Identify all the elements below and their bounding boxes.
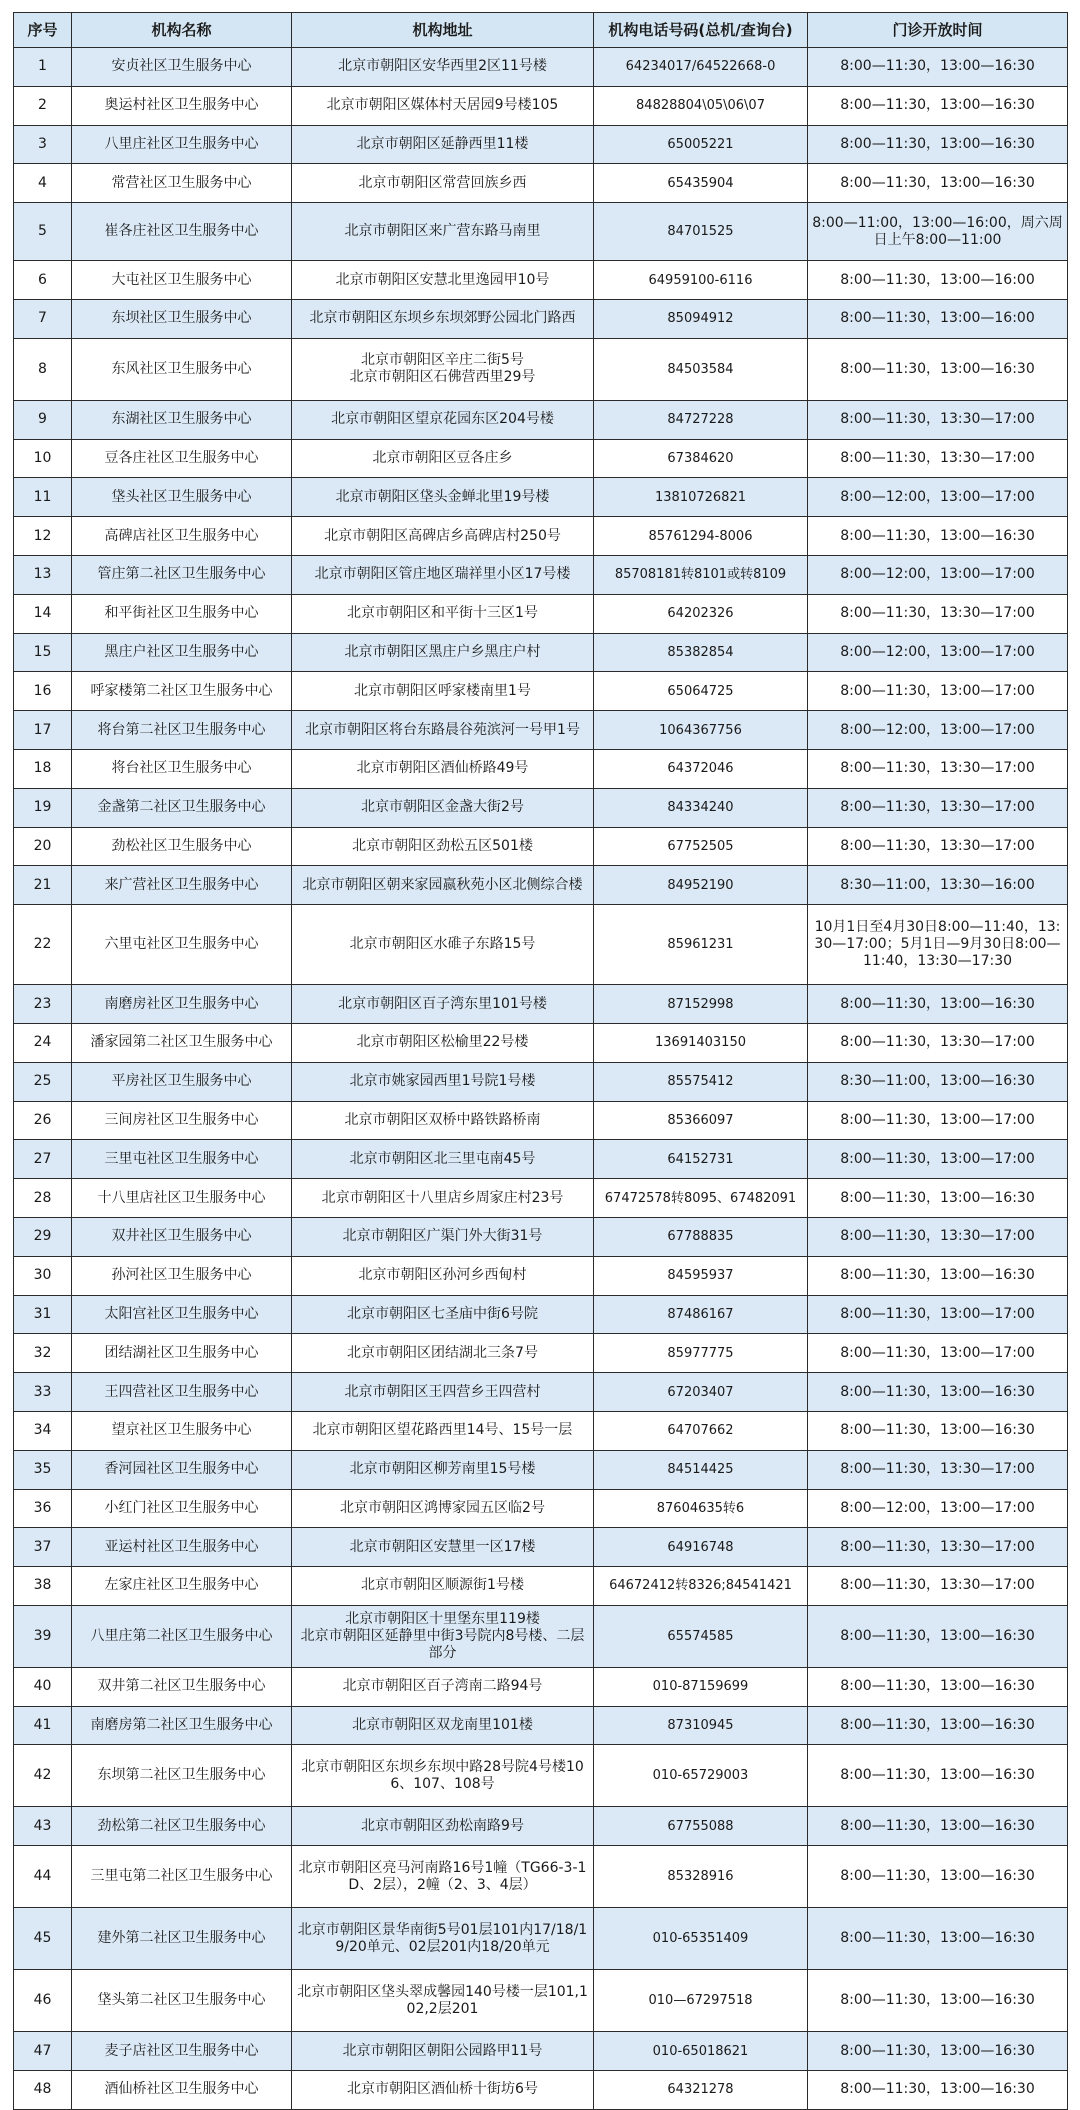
cell-address: 北京市朝阳区孙河乡西甸村 xyxy=(292,1256,594,1295)
cell-index: 18 xyxy=(14,749,72,788)
cell-address: 北京市姚家园西里1号院1号楼 xyxy=(292,1062,594,1101)
cell-index: 1 xyxy=(14,48,72,87)
cell-phone: 64202326 xyxy=(594,594,808,633)
cell-name: 酒仙桥社区卫生服务中心 xyxy=(72,2071,292,2110)
cell-name: 东坝第二社区卫生服务中心 xyxy=(72,1745,292,1807)
cell-hours: 8:00—11:30，13:00—16:30 xyxy=(808,1970,1068,2032)
cell-address: 北京市朝阳区顺源街1号楼 xyxy=(292,1567,594,1606)
cell-hours: 8:00—12:00，13:00—17:00 xyxy=(808,478,1068,517)
cell-index: 14 xyxy=(14,594,72,633)
cell-phone: 65064725 xyxy=(594,672,808,711)
cell-phone: 13691403150 xyxy=(594,1023,808,1062)
cell-name: 崔各庄社区卫生服务中心 xyxy=(72,203,292,261)
cell-phone: 85328916 xyxy=(594,1846,808,1908)
cell-phone: 84828804\05\06\07 xyxy=(594,86,808,125)
cell-phone: 67472578转8095、67482091 xyxy=(594,1179,808,1218)
cell-name: 来广营社区卫生服务中心 xyxy=(72,866,292,905)
table-row xyxy=(14,164,1068,203)
cell-name: 三里屯第二社区卫生服务中心 xyxy=(72,1846,292,1908)
table-row xyxy=(14,711,1068,750)
table-row xyxy=(14,338,1068,400)
table-row xyxy=(14,478,1068,517)
cell-hours: 8:00—11:30，13:00—17:00 xyxy=(808,1101,1068,1140)
cell-phone: 84503584 xyxy=(594,338,808,400)
cell-phone: 65005221 xyxy=(594,125,808,164)
cell-hours: 8:00—11:00，13:00—16:00，周六周日上午8:00—11:00 xyxy=(808,203,1068,261)
cell-name: 将台社区卫生服务中心 xyxy=(72,749,292,788)
cell-name: 将台第二社区卫生服务中心 xyxy=(72,711,292,750)
cell-index: 36 xyxy=(14,1489,72,1528)
cell-address: 北京市朝阳区双龙南里101楼 xyxy=(292,1706,594,1745)
cell-address: 北京市朝阳区高碑店乡高碑店村250号 xyxy=(292,517,594,556)
cell-address: 北京市朝阳区团结湖北三条7号 xyxy=(292,1334,594,1373)
cell-name: 亚运村社区卫生服务中心 xyxy=(72,1528,292,1567)
cell-hours: 8:00—12:00，13:00—17:00 xyxy=(808,633,1068,672)
cell-address: 北京市朝阳区酒仙桥路49号 xyxy=(292,749,594,788)
cell-index: 32 xyxy=(14,1334,72,1373)
cell-index: 10 xyxy=(14,439,72,478)
cell-hours: 8:00—11:30，13:30—17:00 xyxy=(808,1567,1068,1606)
cell-address: 北京市朝阳区广渠门外大街31号 xyxy=(292,1217,594,1256)
table-wrapper xyxy=(13,12,1067,2110)
cell-hours: 8:00—11:30，13:00—16:30 xyxy=(808,86,1068,125)
cell-phone: 84514425 xyxy=(594,1450,808,1489)
cell-address: 北京市朝阳区来广营东路马南里 xyxy=(292,203,594,261)
cell-address: 北京市朝阳区酒仙桥十街坊6号 xyxy=(292,2071,594,2110)
cell-address: 北京市朝阳区金盏大街2号 xyxy=(292,788,594,827)
cell-index: 12 xyxy=(14,517,72,556)
table-row xyxy=(14,86,1068,125)
cell-hours: 8:00—11:30，13:30—17:00 xyxy=(808,594,1068,633)
cell-name: 豆各庄社区卫生服务中心 xyxy=(72,439,292,478)
cell-index: 43 xyxy=(14,1807,72,1846)
cell-address: 北京市朝阳区百子湾南二路94号 xyxy=(292,1667,594,1706)
cell-name: 王四营社区卫生服务中心 xyxy=(72,1373,292,1412)
cell-phone: 85382854 xyxy=(594,633,808,672)
cell-name: 呼家楼第二社区卫生服务中心 xyxy=(72,672,292,711)
cell-phone: 010—67297518 xyxy=(594,1970,808,2032)
cell-name: 劲松社区卫生服务中心 xyxy=(72,827,292,866)
cell-phone: 67788835 xyxy=(594,1217,808,1256)
cell-name: 左家庄社区卫生服务中心 xyxy=(72,1567,292,1606)
cell-index: 37 xyxy=(14,1528,72,1567)
header-phone: 机构电话号码(总机/查询台) xyxy=(594,13,808,48)
cell-index: 40 xyxy=(14,1667,72,1706)
cell-hours: 8:00—11:30，13:30—17:00 xyxy=(808,1023,1068,1062)
cell-address: 北京市朝阳区亮马河南路16号1幢（TG66-3-1D、2层），2幢（2、3、4层） xyxy=(292,1846,594,1908)
cell-index: 20 xyxy=(14,827,72,866)
cell-address: 北京市朝阳区朝来家园嬴秋苑小区北侧综合楼 xyxy=(292,866,594,905)
cell-address: 北京市朝阳区东坝乡东坝郊野公园北门路西 xyxy=(292,299,594,338)
cell-index: 39 xyxy=(14,1605,72,1667)
cell-hours: 8:00—11:30，13:30—17:00 xyxy=(808,1217,1068,1256)
cell-hours: 8:00—11:30，13:00—16:30 xyxy=(808,125,1068,164)
cell-index: 9 xyxy=(14,400,72,439)
cell-hours: 8:00—11:30，13:00—16:30 xyxy=(808,1373,1068,1412)
table-body xyxy=(14,48,1068,2110)
cell-hours: 10月1日至4月30日8:00—11:40，13:30—17:00；5月1日—9月30日8:00—11:40，13:30—17:30 xyxy=(808,905,1068,985)
cell-address: 北京市朝阳区柳芳南里15号楼 xyxy=(292,1450,594,1489)
table-row xyxy=(14,400,1068,439)
cell-phone: 85366097 xyxy=(594,1101,808,1140)
table-row xyxy=(14,1489,1068,1528)
cell-index: 4 xyxy=(14,164,72,203)
table-row xyxy=(14,555,1068,594)
cell-phone: 87152998 xyxy=(594,985,808,1024)
cell-hours: 8:00—11:30，13:00—16:30 xyxy=(808,1256,1068,1295)
cell-address: 北京市朝阳区安华西里2区11号楼 xyxy=(292,48,594,87)
cell-hours: 8:00—11:30，13:00—16:30 xyxy=(808,1411,1068,1450)
cell-index: 2 xyxy=(14,86,72,125)
cell-hours: 8:00—11:30，13:00—16:00 xyxy=(808,299,1068,338)
cell-phone: 84952190 xyxy=(594,866,808,905)
cell-index: 38 xyxy=(14,1567,72,1606)
table-row xyxy=(14,1411,1068,1450)
cell-name: 常营社区卫生服务中心 xyxy=(72,164,292,203)
cell-hours: 8:00—11:30，13:00—17:00 xyxy=(808,672,1068,711)
cell-hours: 8:00—11:30，13:00—16:30 xyxy=(808,517,1068,556)
cell-name: 三里屯社区卫生服务中心 xyxy=(72,1140,292,1179)
cell-phone: 010-65018621 xyxy=(594,2032,808,2071)
cell-phone: 67755088 xyxy=(594,1807,808,1846)
cell-hours: 8:00—11:30，13:00—16:30 xyxy=(808,1807,1068,1846)
cell-phone: 85575412 xyxy=(594,1062,808,1101)
table-row xyxy=(14,633,1068,672)
cell-hours: 8:30—11:00，13:30—16:00 xyxy=(808,866,1068,905)
cell-phone: 84595937 xyxy=(594,1256,808,1295)
header-address: 机构地址 xyxy=(292,13,594,48)
table-row xyxy=(14,1023,1068,1062)
cell-address: 北京市朝阳区劲松五区501楼 xyxy=(292,827,594,866)
cell-index: 15 xyxy=(14,633,72,672)
cell-hours: 8:00—11:30，13:00—16:30 xyxy=(808,2071,1068,2110)
cell-name: 小红门社区卫生服务中心 xyxy=(72,1489,292,1528)
cell-hours: 8:00—11:30，13:00—16:30 xyxy=(808,164,1068,203)
cell-hours: 8:00—11:30，13:30—17:00 xyxy=(808,788,1068,827)
cell-phone: 65435904 xyxy=(594,164,808,203)
table-row xyxy=(14,1062,1068,1101)
cell-index: 46 xyxy=(14,1970,72,2032)
cell-hours: 8:00—11:30，13:00—16:00 xyxy=(808,261,1068,300)
table-row xyxy=(14,1667,1068,1706)
cell-index: 34 xyxy=(14,1411,72,1450)
table-row xyxy=(14,905,1068,985)
cell-phone: 87604635转6 xyxy=(594,1489,808,1528)
table-row xyxy=(14,203,1068,261)
cell-phone: 65574585 xyxy=(594,1605,808,1667)
cell-hours: 8:00—11:30，13:30—17:00 xyxy=(808,1528,1068,1567)
table-row xyxy=(14,1528,1068,1567)
cell-name: 金盏第二社区卫生服务中心 xyxy=(72,788,292,827)
cell-address: 北京市朝阳区七圣庙中街6号院 xyxy=(292,1295,594,1334)
cell-hours: 8:00—11:30，13:00—16:30 xyxy=(808,1846,1068,1908)
cell-address: 北京市朝阳区北三里屯南45号 xyxy=(292,1140,594,1179)
cell-name: 垡头社区卫生服务中心 xyxy=(72,478,292,517)
table-row xyxy=(14,439,1068,478)
cell-phone: 64707662 xyxy=(594,1411,808,1450)
cell-name: 安贞社区卫生服务中心 xyxy=(72,48,292,87)
table-row xyxy=(14,1217,1068,1256)
cell-hours: 8:00—11:30，13:30—17:00 xyxy=(808,400,1068,439)
table-row xyxy=(14,1295,1068,1334)
table-row xyxy=(14,985,1068,1024)
cell-name: 垡头第二社区卫生服务中心 xyxy=(72,1970,292,2032)
cell-index: 48 xyxy=(14,2071,72,2110)
cell-index: 16 xyxy=(14,672,72,711)
cell-name: 建外第二社区卫生服务中心 xyxy=(72,1908,292,1970)
cell-address: 北京市朝阳区安慧北里逸园甲10号 xyxy=(292,261,594,300)
cell-hours: 8:00—11:30，13:00—17:00 xyxy=(808,1140,1068,1179)
cell-index: 45 xyxy=(14,1908,72,1970)
cell-hours: 8:00—11:30，13:00—16:30 xyxy=(808,338,1068,400)
cell-name: 南磨房第二社区卫生服务中心 xyxy=(72,1706,292,1745)
cell-name: 十八里店社区卫生服务中心 xyxy=(72,1179,292,1218)
table-row xyxy=(14,788,1068,827)
cell-phone: 64372046 xyxy=(594,749,808,788)
cell-hours: 8:00—11:30，13:00—16:30 xyxy=(808,2032,1068,2071)
table-row xyxy=(14,1101,1068,1140)
cell-name: 和平街社区卫生服务中心 xyxy=(72,594,292,633)
table-row xyxy=(14,866,1068,905)
table-row xyxy=(14,261,1068,300)
cell-phone: 85977775 xyxy=(594,1334,808,1373)
cell-name: 望京社区卫生服务中心 xyxy=(72,1411,292,1450)
cell-hours: 8:00—11:30，13:00—16:30 xyxy=(808,1706,1068,1745)
header-name: 机构名称 xyxy=(72,13,292,48)
cell-address: 北京市朝阳区松榆里22号楼 xyxy=(292,1023,594,1062)
table-row xyxy=(14,299,1068,338)
cell-address: 北京市朝阳区管庄地区瑞祥里小区17号楼 xyxy=(292,555,594,594)
cell-phone: 67752505 xyxy=(594,827,808,866)
cell-hours: 8:00—11:30，13:00—16:30 xyxy=(808,985,1068,1024)
table-row xyxy=(14,2032,1068,2071)
cell-phone: 64321278 xyxy=(594,2071,808,2110)
cell-address: 北京市朝阳区朝阳公园路甲11号 xyxy=(292,2032,594,2071)
cell-address: 北京市朝阳区垡头金蝉北里19号楼 xyxy=(292,478,594,517)
cell-phone: 13810726821 xyxy=(594,478,808,517)
table-row xyxy=(14,1908,1068,1970)
cell-index: 21 xyxy=(14,866,72,905)
cell-hours: 8:00—11:30，13:00—17:00 xyxy=(808,1334,1068,1373)
cell-phone: 010-65729003 xyxy=(594,1745,808,1807)
table-row xyxy=(14,1745,1068,1807)
header-index: 序号 xyxy=(14,13,72,48)
cell-name: 东湖社区卫生服务中心 xyxy=(72,400,292,439)
cell-index: 42 xyxy=(14,1745,72,1807)
cell-address: 北京市朝阳区百子湾东里101号楼 xyxy=(292,985,594,1024)
table-row xyxy=(14,1567,1068,1606)
cell-index: 29 xyxy=(14,1217,72,1256)
cell-phone: 84727228 xyxy=(594,400,808,439)
cell-phone: 85094912 xyxy=(594,299,808,338)
cell-index: 44 xyxy=(14,1846,72,1908)
cell-name: 团结湖社区卫生服务中心 xyxy=(72,1334,292,1373)
cell-name: 双井第二社区卫生服务中心 xyxy=(72,1667,292,1706)
cell-address: 北京市朝阳区东坝乡东坝中路28号院4号楼106、107、108号 xyxy=(292,1745,594,1807)
cell-index: 11 xyxy=(14,478,72,517)
table-row xyxy=(14,1706,1068,1745)
cell-name: 黑庄户社区卫生服务中心 xyxy=(72,633,292,672)
cell-name: 香河园社区卫生服务中心 xyxy=(72,1450,292,1489)
cell-index: 35 xyxy=(14,1450,72,1489)
cell-name: 潘家园第二社区卫生服务中心 xyxy=(72,1023,292,1062)
cell-address: 北京市朝阳区媒体村天居园9号楼105 xyxy=(292,86,594,125)
cell-name: 双井社区卫生服务中心 xyxy=(72,1217,292,1256)
cell-index: 6 xyxy=(14,261,72,300)
cell-name: 高碑店社区卫生服务中心 xyxy=(72,517,292,556)
table-row xyxy=(14,1846,1068,1908)
cell-hours: 8:00—12:00，13:00—17:00 xyxy=(808,555,1068,594)
table-row xyxy=(14,125,1068,164)
cell-index: 17 xyxy=(14,711,72,750)
cell-phone: 64959100-6116 xyxy=(594,261,808,300)
cell-index: 28 xyxy=(14,1179,72,1218)
cell-name: 东风社区卫生服务中心 xyxy=(72,338,292,400)
cell-hours: 8:00—11:30，13:00—16:30 xyxy=(808,1745,1068,1807)
cell-phone: 84334240 xyxy=(594,788,808,827)
cell-address: 北京市朝阳区望京花园东区204号楼 xyxy=(292,400,594,439)
cell-address: 北京市朝阳区延静西里11楼 xyxy=(292,125,594,164)
cell-name: 太阳宫社区卫生服务中心 xyxy=(72,1295,292,1334)
cell-hours: 8:00—11:30，13:30—17:00 xyxy=(808,439,1068,478)
cell-name: 劲松第二社区卫生服务中心 xyxy=(72,1807,292,1846)
table-row xyxy=(14,1179,1068,1218)
cell-name: 管庄第二社区卫生服务中心 xyxy=(72,555,292,594)
cell-address: 北京市朝阳区十里堡东里119楼 北京市朝阳区延静里中街3号院内8号楼、二层部分 xyxy=(292,1605,594,1667)
cell-hours: 8:00—11:30，13:00—17:00 xyxy=(808,1295,1068,1334)
cell-index: 31 xyxy=(14,1295,72,1334)
cell-phone: 85961231 xyxy=(594,905,808,985)
cell-phone: 67384620 xyxy=(594,439,808,478)
cell-index: 26 xyxy=(14,1101,72,1140)
cell-name: 大屯社区卫生服务中心 xyxy=(72,261,292,300)
cell-index: 23 xyxy=(14,985,72,1024)
cell-hours: 8:00—11:30，13:00—16:30 xyxy=(808,1179,1068,1218)
cell-name: 平房社区卫生服务中心 xyxy=(72,1062,292,1101)
cell-phone: 67203407 xyxy=(594,1373,808,1412)
cell-hours: 8:00—11:30，13:30—17:00 xyxy=(808,1450,1068,1489)
table-row xyxy=(14,1807,1068,1846)
cell-phone: 87486167 xyxy=(594,1295,808,1334)
cell-index: 25 xyxy=(14,1062,72,1101)
header-hours: 门诊开放时间 xyxy=(808,13,1068,48)
cell-hours: 8:00—11:30，13:00—16:30 xyxy=(808,1908,1068,1970)
cell-hours: 8:00—11:30，13:00—16:30 xyxy=(808,1667,1068,1706)
cell-address: 北京市朝阳区劲松南路9号 xyxy=(292,1807,594,1846)
cell-address: 北京市朝阳区水碓子东路15号 xyxy=(292,905,594,985)
table-row xyxy=(14,672,1068,711)
cell-address: 北京市朝阳区双桥中路铁路桥南 xyxy=(292,1101,594,1140)
cell-address: 北京市朝阳区将台东路晨谷苑滨河一号甲1号 xyxy=(292,711,594,750)
cell-address: 北京市朝阳区呼家楼南里1号 xyxy=(292,672,594,711)
cell-index: 3 xyxy=(14,125,72,164)
cell-name: 麦子店社区卫生服务中心 xyxy=(72,2032,292,2071)
cell-address: 北京市朝阳区望花路西里14号、15号一层 xyxy=(292,1411,594,1450)
cell-phone: 87310945 xyxy=(594,1706,808,1745)
table-row xyxy=(14,749,1068,788)
cell-address: 北京市朝阳区十八里店乡周家庄村23号 xyxy=(292,1179,594,1218)
cell-name: 奥运村社区卫生服务中心 xyxy=(72,86,292,125)
cell-address: 北京市朝阳区黑庄户乡黑庄户村 xyxy=(292,633,594,672)
cell-phone: 64234017/64522668-0 xyxy=(594,48,808,87)
cell-phone: 64152731 xyxy=(594,1140,808,1179)
cell-hours: 8:00—12:00，13:00—17:00 xyxy=(808,711,1068,750)
cell-hours: 8:00—11:30，13:30—17:00 xyxy=(808,749,1068,788)
cell-address: 北京市朝阳区豆各庄乡 xyxy=(292,439,594,478)
cell-name: 南磨房社区卫生服务中心 xyxy=(72,985,292,1024)
table-row xyxy=(14,827,1068,866)
cell-phone: 85761294-8006 xyxy=(594,517,808,556)
cell-phone: 85708181转8101或转8109 xyxy=(594,555,808,594)
cell-index: 27 xyxy=(14,1140,72,1179)
table-row xyxy=(14,2071,1068,2110)
cell-index: 19 xyxy=(14,788,72,827)
cell-index: 24 xyxy=(14,1023,72,1062)
table-row xyxy=(14,1605,1068,1667)
cell-address: 北京市朝阳区安慧里一区17楼 xyxy=(292,1528,594,1567)
cell-name: 东坝社区卫生服务中心 xyxy=(72,299,292,338)
cell-address: 北京市朝阳区辛庄二街5号 北京市朝阳区石佛营西里29号 xyxy=(292,338,594,400)
cell-address: 北京市朝阳区景华南街5号01层101内17/18/19/20单元、02层201内18/20单元 xyxy=(292,1908,594,1970)
cell-name: 六里屯社区卫生服务中心 xyxy=(72,905,292,985)
cell-hours: 8:00—11:30，13:00—16:30 xyxy=(808,1605,1068,1667)
cell-name: 三间房社区卫生服务中心 xyxy=(72,1101,292,1140)
cell-phone: 84701525 xyxy=(594,203,808,261)
cell-hours: 8:00—11:30，13:00—16:30 xyxy=(808,48,1068,87)
cell-phone: 64672412转8326;84541421 xyxy=(594,1567,808,1606)
clinic-table xyxy=(13,12,1068,2110)
table-row xyxy=(14,48,1068,87)
table-row xyxy=(14,517,1068,556)
cell-hours: 8:30—11:00，13:00—16:30 xyxy=(808,1062,1068,1101)
cell-index: 22 xyxy=(14,905,72,985)
table-row xyxy=(14,1334,1068,1373)
header-row xyxy=(14,13,1068,48)
cell-name: 八里庄社区卫生服务中心 xyxy=(72,125,292,164)
cell-index: 7 xyxy=(14,299,72,338)
cell-hours: 8:00—12:00，13:00—17:00 xyxy=(808,1489,1068,1528)
table-row xyxy=(14,1373,1068,1412)
table-row xyxy=(14,1970,1068,2032)
cell-index: 33 xyxy=(14,1373,72,1412)
table-row xyxy=(14,1140,1068,1179)
cell-address: 北京市朝阳区和平街十三区1号 xyxy=(292,594,594,633)
cell-phone: 010-65351409 xyxy=(594,1908,808,1970)
cell-index: 47 xyxy=(14,2032,72,2071)
table-row xyxy=(14,1450,1068,1489)
cell-phone: 1064367756 xyxy=(594,711,808,750)
cell-index: 41 xyxy=(14,1706,72,1745)
cell-phone: 010-87159699 xyxy=(594,1667,808,1706)
cell-index: 8 xyxy=(14,338,72,400)
cell-address: 北京市朝阳区王四营乡王四营村 xyxy=(292,1373,594,1412)
cell-hours: 8:00—11:30，13:30—17:00 xyxy=(808,827,1068,866)
cell-name: 孙河社区卫生服务中心 xyxy=(72,1256,292,1295)
cell-address: 北京市朝阳区鸿博家园五区临2号 xyxy=(292,1489,594,1528)
table-row xyxy=(14,594,1068,633)
table-header xyxy=(14,13,1068,48)
cell-name: 八里庄第二社区卫生服务中心 xyxy=(72,1605,292,1667)
cell-index: 13 xyxy=(14,555,72,594)
cell-address: 北京市朝阳区垡头翠成馨园140号楼一层101,102,2层201 xyxy=(292,1970,594,2032)
table-row xyxy=(14,1256,1068,1295)
cell-index: 5 xyxy=(14,203,72,261)
cell-index: 30 xyxy=(14,1256,72,1295)
cell-phone: 64916748 xyxy=(594,1528,808,1567)
cell-address: 北京市朝阳区常营回族乡西 xyxy=(292,164,594,203)
